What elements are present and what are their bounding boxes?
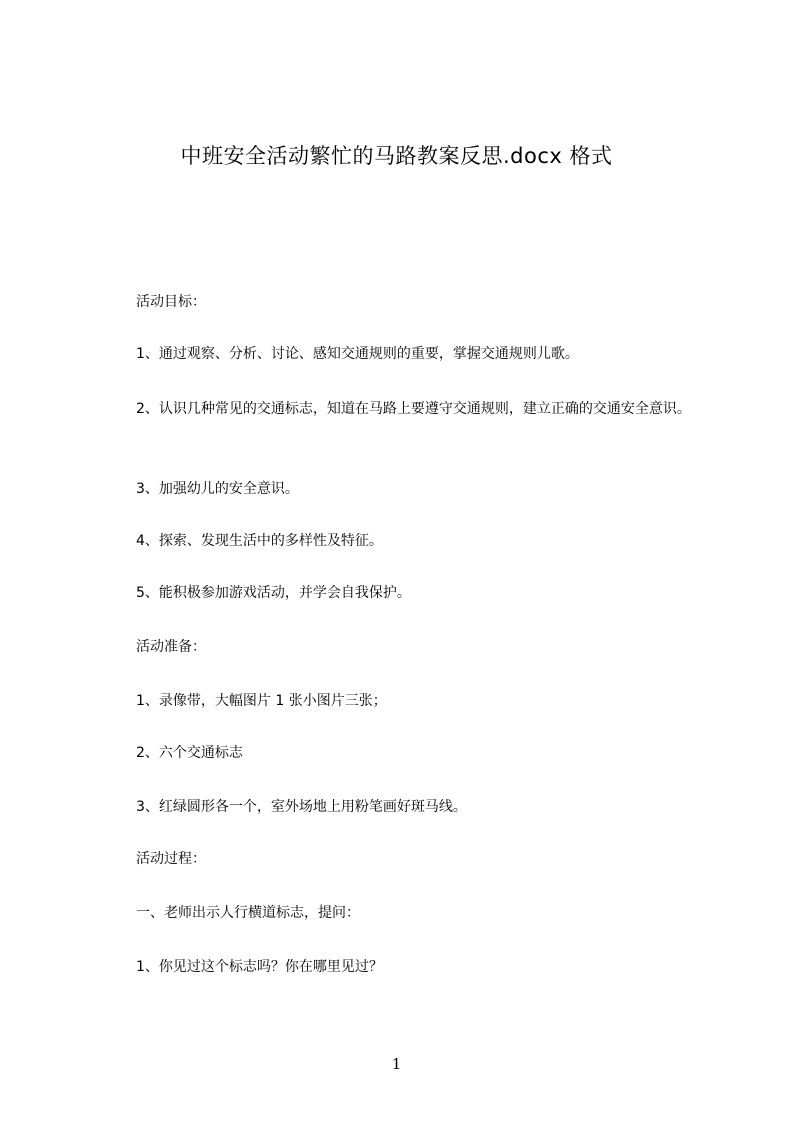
paragraph-goal-5: 5、能积极参加游戏活动，并学会自我保护。 [136,585,411,601]
paragraph-goal-1: 1、通过观察、分析、讨论、感知交通规则的重要，掌握交通规则儿歌。 [136,346,579,362]
paragraph-prep-1: 1、录像带，大幅图片 1 张小图片三张； [136,693,387,709]
paragraph-prep-3: 3、红绿圆形各一个，室外场地上用粉笔画好斑马线。 [136,799,467,815]
paragraph-process-step-1: 一、老师出示人行横道标志，提问： [136,905,360,921]
paragraph-activity-process: 活动过程： [136,851,206,867]
paragraph-activity-goals: 活动目标： [136,294,206,310]
document-title: 中班安全活动繁忙的马路教案反思.docx 格式 [180,144,613,168]
paragraph-goal-2: 2、认识几种常见的交通标志，知道在马路上要遵守交通规则，建立正确的交通安全意识。 [136,401,691,417]
page-number: 1 [391,1055,402,1073]
paragraph-goal-4: 4、探索、发现生活中的多样性及特征。 [136,533,383,549]
paragraph-activity-prep: 活动准备： [136,639,206,655]
paragraph-goal-3: 3、加强幼儿的安全意识。 [136,481,299,497]
paragraph-question-1: 1、你见过这个标志吗？你在哪里见过？ [136,959,383,975]
paragraph-prep-2: 2、六个交通标志 [136,745,243,761]
